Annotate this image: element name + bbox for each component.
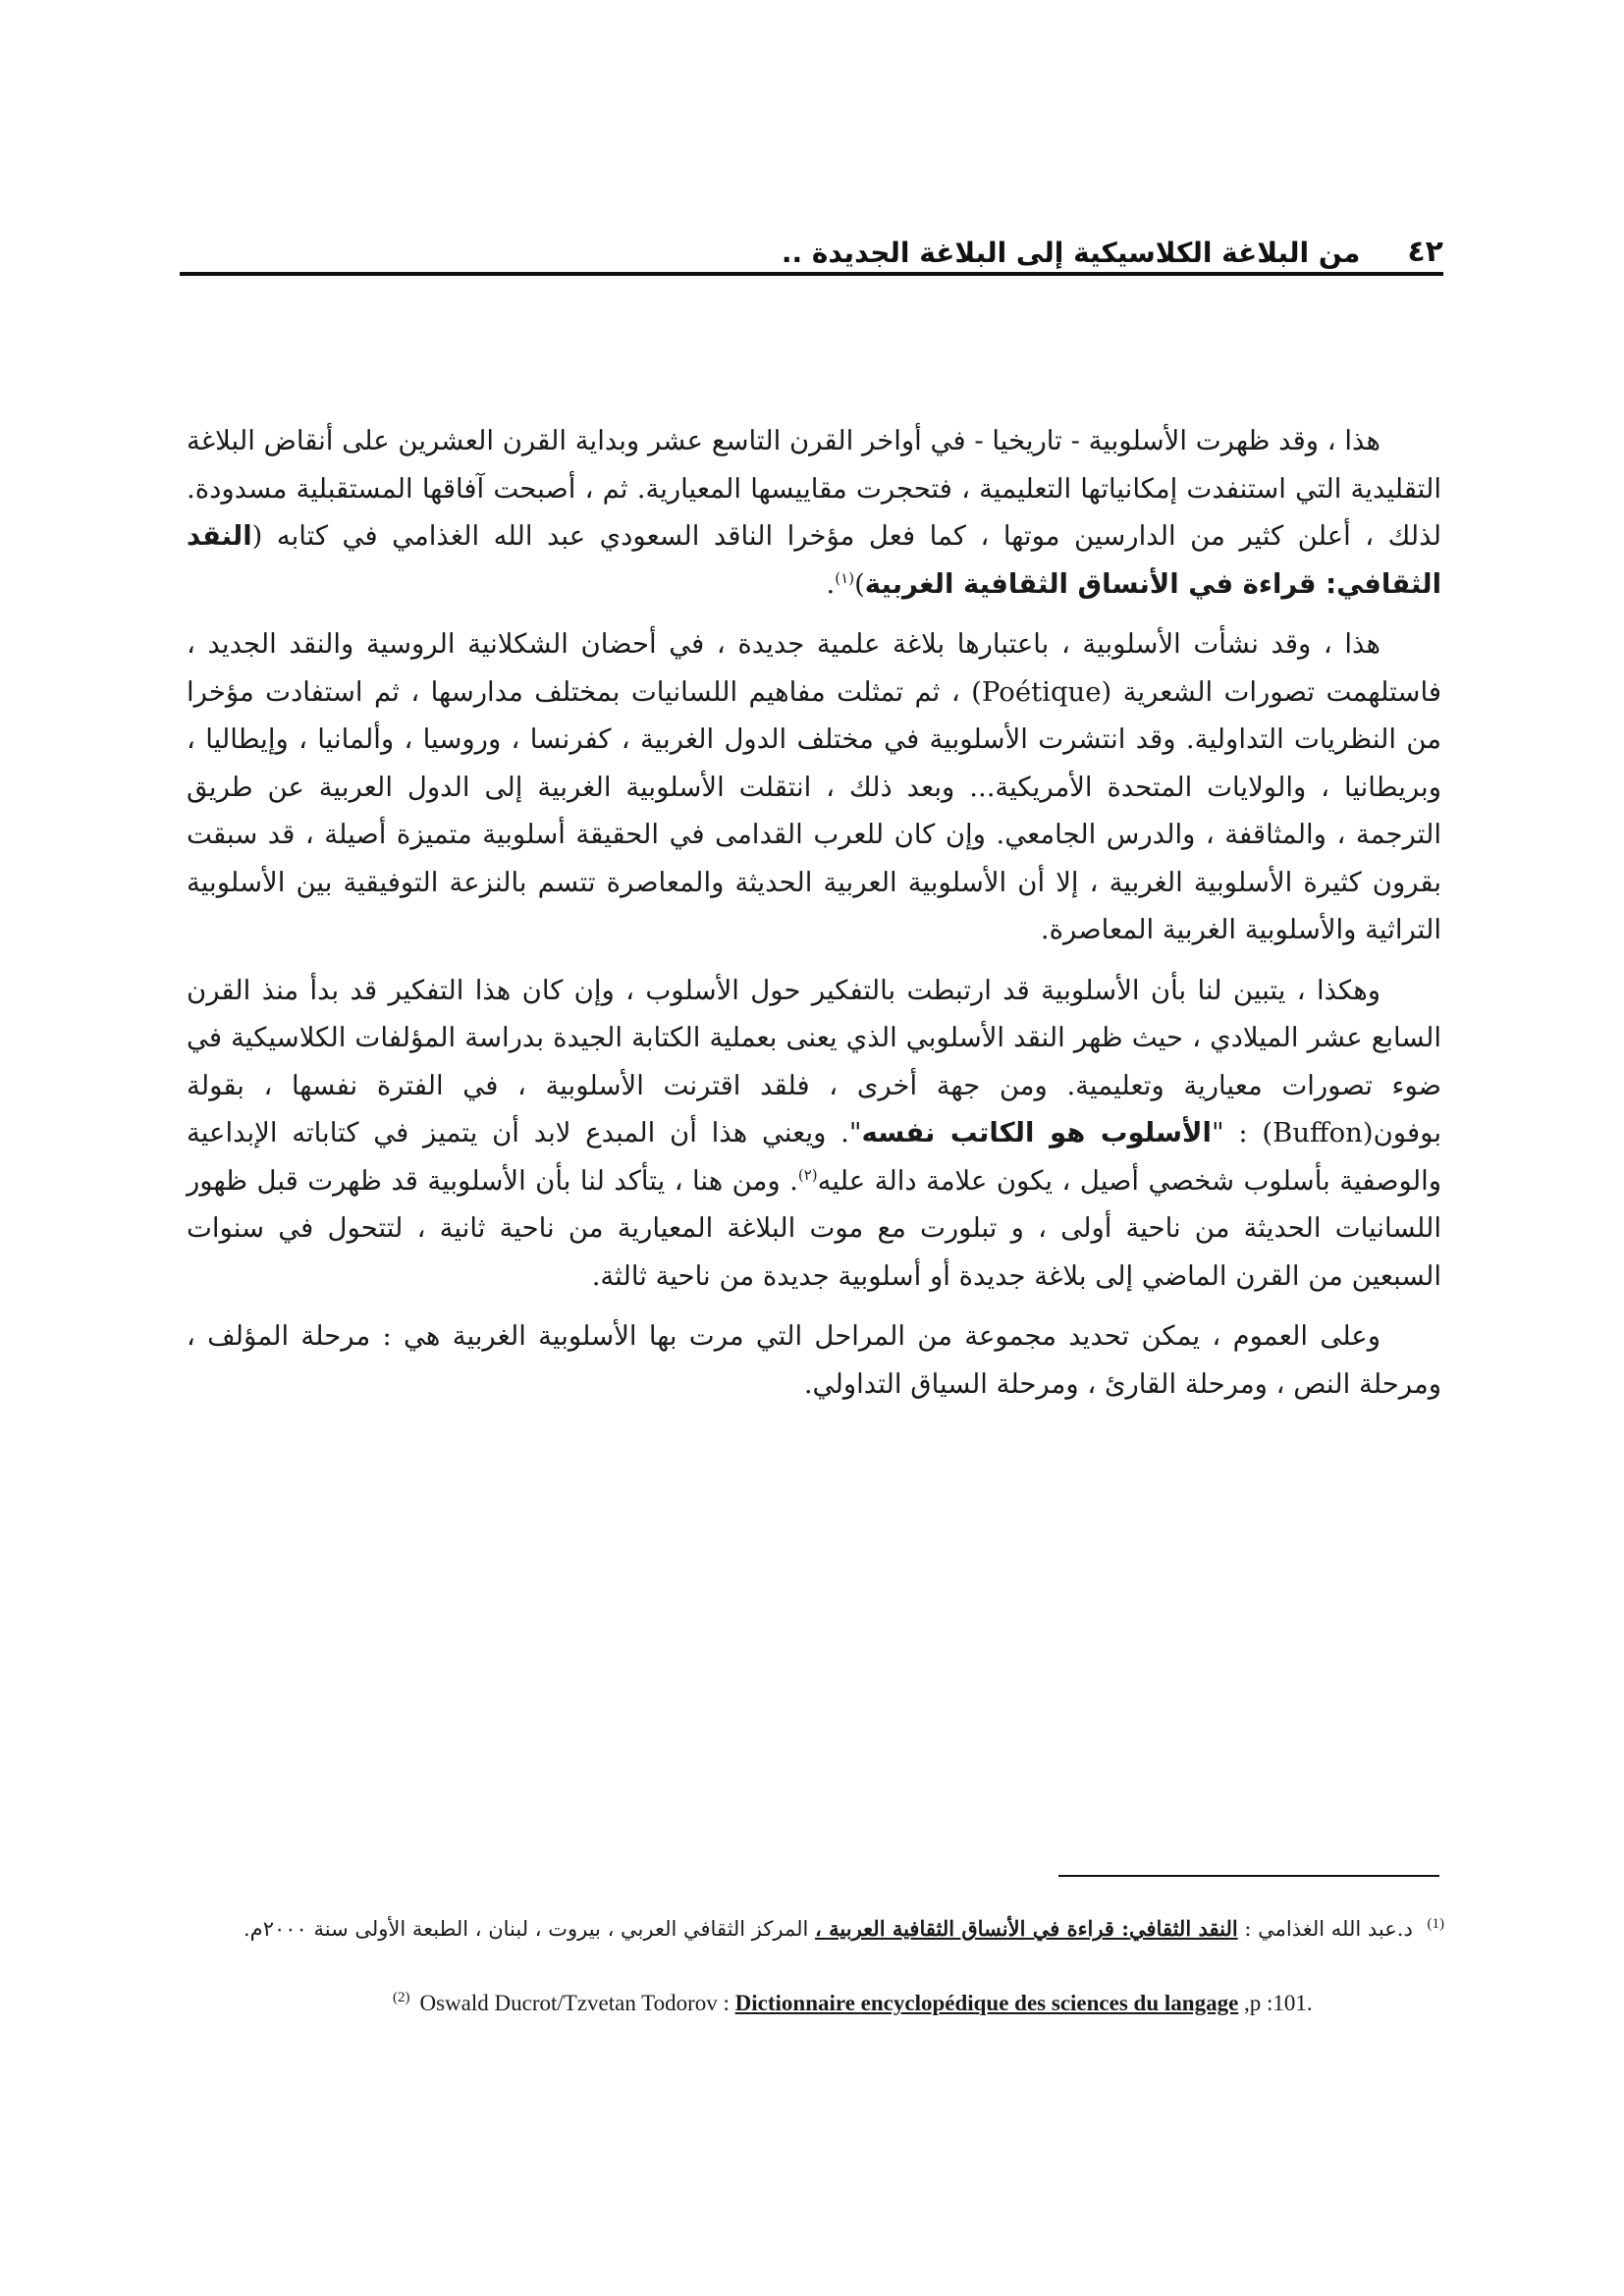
paragraph-3: وهكذا ، يتبين لنا بأن الأسلوبية قد ارتبطت بالتفكير حول الأسلوب ، وإن كان هذا التفكير قد بدأ منذ القرن السابع عشر الميلادي ، حيث ظهر النقد الأسلوبي الذي يعنى بعملية الكتابة الجيدة بدراسة المؤلفات الكلاسيكية في ضوء تصورات معيارية وتعليمية. ومن جهة أخرى ، فلقد اقترنت الأسلوبية ، في الفترة نفسها ، بقولة بوفون(Buffon) : "الأسلوب هو الكاتب نفسه". ويعني هذا أن المبدع لابد أن يتميز في كتاباته الإبداعية والوصفية بأسلوب شخصي أصيل ، يكون علامة دالة عليه$^{(٢)}$. ومن هنا ، يتأكد لنا بأن الأسلوبية قد ظهرت قبل ظهور اللسانيات الحديثة من ناحية أولى ، و تبلورت مع موت البلاغة المعيارية من ناحية ثانية ، لتتحول في سنوات السبعين من القرن الماضي إلى بلاغة جديدة أو أسلوبية جديدة من ناحية ثالثة.: [187, 974, 1442, 1292]
footnote-2-author: Oswald Ducrot/Tzvetan Todorov :: [419, 1991, 730, 2015]
latin-term-buffon: Buffon: [1272, 1117, 1363, 1148]
footnote-rule: [1058, 1875, 1439, 1877]
body-text: [187, 417, 1441, 1420]
footnote-1-label: (1): [1427, 1916, 1444, 1932]
footnote-ref-1[interactable]: (١): [835, 568, 855, 587]
paragraph-1: هذا ، وقد ظهرت الأسلوبية - تاريخيا - في أواخر القرن التاسع عشر وبداية القرن العشرين على أنقاض البلاغة التقليدية التي استنفدت إمكانياتها التعليمية ، فتحجرت مقاييسها المعيارية. ثم ، أصبحت آفاقها المستقبلية مسدودة. لذلك ، أعلن كثير من الدارسين موتها ، كما فعل مؤخرا الناقد السعودي عبد الله الغذامي في كتابه (النقد الثقافي: قراءة في الأنساق الثقافية الغربية)$^{(١)}$.: [187, 425, 1441, 600]
running-title: من البلاغة الكلاسيكية إلى البلاغة الجديدة ..: [781, 237, 1361, 269]
footnote-ref-2[interactable]: (٢): [797, 1165, 818, 1184]
footnote-1: [187, 1909, 1444, 1949]
footnote-2-title: Dictionnaire encyclopédique des sciences du langage: [734, 1991, 1239, 2015]
latin-term-poetique: Poétique: [981, 675, 1102, 708]
footnote-2-label: (2): [393, 1990, 410, 2006]
footnote-2-rest: ,p :101.: [1244, 1991, 1313, 2015]
running-header: [180, 218, 1443, 269]
paragraph-4: وعلى العموم ، يمكن تحديد مجموعة من المراحل التي مرت بها الأسلوبية الغربية هي : مرحلة المؤلف ، ومرحلة النص ، ومرحلة القارئ ، ومرحلة السياق التداولي.: [187, 1320, 1441, 1400]
footnote-2: [393, 1991, 1443, 2016]
paragraph-2: هذا ، وقد نشأت الأسلوبية ، باعتبارها بلاغة علمية جديدة ، في أحضان الشكلانية الروسية والنقد الجديد ، فاستلهمت تصورات الشعرية (Poétique) ، ثم تمثلت مفاهيم اللسانيات بمختلف مدارسها ، ثم استفادت مؤخرا من النظريات التداولية. وقد انتشرت الأسلوبية في مختلف الدول الغربية ، كفرنسا ، وروسيا ، وألمانيا ، وإيطاليا ، وبريطانيا ، والولايات المتحدة الأمريكية... وبعد ذلك ، انتقلت الأسلوبية الغربية إلى الدول العربية عن طريق الترجمة ، والمثاقفة ، والدرس الجامعي. وإن كان للعرب القدامى في الحقيقة أسلوبية متميزة أصيلة ، قد سبقت بقرون كثيرة الأسلوبية الغربية ، إلا أن الأسلوبية العربية الحديثة والمعاصرة تتسم بالنزعة التوفيقية بين الأسلوبية التراثية والأسلوبية الغربية المعاصرة.: [187, 628, 1441, 945]
footnote-1-author: د.عبد الله الغذامي :: [1244, 1917, 1413, 1941]
header-rule: [180, 272, 1443, 276]
quote-bold: الأسلوب هو الكاتب نفسه: [861, 1117, 1212, 1148]
book-title-bold: النقد الثقافي: قراءة في الأنساق الثقافية الغربية: [187, 520, 1441, 600]
footnote-1-rest: المركز الثقافي العربي ، بيروت ، لبنان ، الطبعة الأولى سنة ٢٠٠٠م.: [244, 1917, 809, 1941]
footnote-1-title: النقد الثقافي: قراءة في الأنساق الثقافية العربية ،: [815, 1916, 1238, 1941]
page-number: ٤٢: [1407, 235, 1443, 269]
